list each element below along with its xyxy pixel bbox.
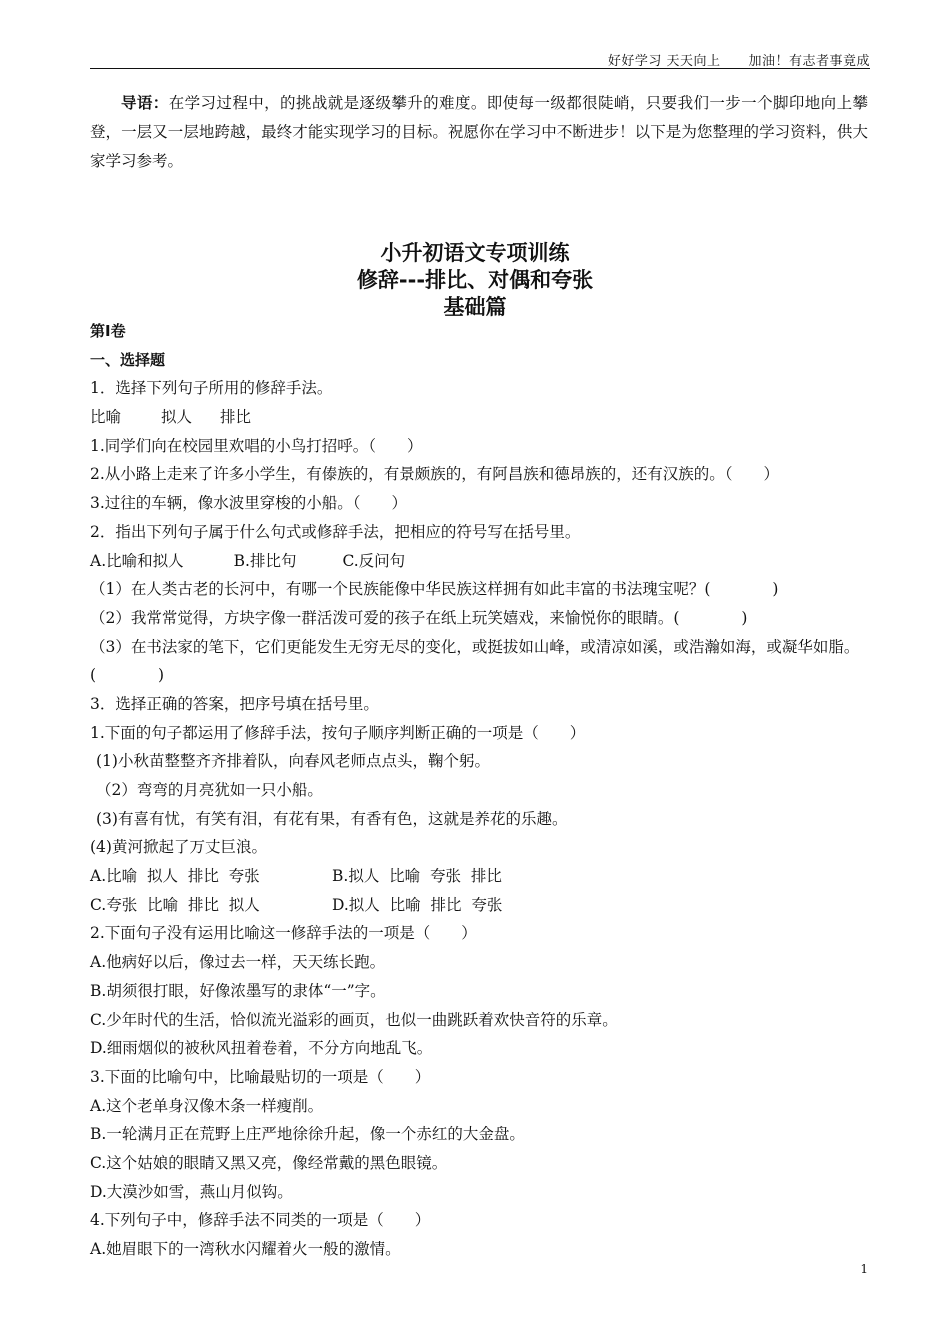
document-title xyxy=(0,240,950,321)
q3-p1-stem: 1.下面的句子都运用了修辞手法，按句子顺序判断正确的一项是（ ） xyxy=(90,723,586,742)
q3-p1-sentence-4: (4)黄河掀起了万丈巨浪。 xyxy=(90,838,267,857)
title-line-1: 小升初语文专项训练 xyxy=(380,241,570,265)
q3-p4-option-a: A.她眉眼下的一湾秋水闪耀着火一般的激情。 xyxy=(90,1240,401,1259)
header-motto-left: 好好学习 天天向上 xyxy=(607,54,721,69)
q3-p1-sentence-2: （2）弯弯的月亮犹如一只小船。 xyxy=(96,781,323,800)
q3-p2-stem: 2.下面句子没有运用比喻这一修辞手法的一项是（ ） xyxy=(90,924,477,943)
q3-p1-option-c: C.夸张 比喻 排比 拟人 xyxy=(90,895,260,914)
page-header xyxy=(608,50,870,69)
q2-option-c: C.反问句 xyxy=(342,551,406,570)
q3-p1-option-a: A.比喻 拟人 排比 夸张 xyxy=(90,867,260,886)
volume-heading: 第Ⅰ卷 xyxy=(90,322,126,340)
q2-option-a: A.比喻和拟人 xyxy=(90,551,184,570)
intro-paragraph xyxy=(90,88,868,176)
document-body xyxy=(90,317,868,1264)
q2-sentence-1: （1）在人类古老的长河中，有哪一个民族能像中华民族这样拥有如此丰富的书法瑰宝呢？( ) xyxy=(90,580,779,599)
q2-sentence-3: （3）在书法家的笔下，它们更能发生无穷无尽的变化，或挺拔如山峰，或清凉如溪，或浩瀚如海，或凝华如脂。( ) xyxy=(90,637,860,685)
q1-option-1: 比喻 xyxy=(90,408,122,427)
intro-text: 在学习过程中，的挑战就是逐级攀升的难度。即使每一级都很陡峭，只要我们一步一个脚印地向上攀登，一层又一层地跨越，最终才能实现学习的目标。祝愿你在学习中不断进步！以下是为您整理的学习资料，供大家学习参考。 xyxy=(90,94,868,170)
q2-option-b: B.排比句 xyxy=(233,551,297,570)
title-line-3: 基础篇 xyxy=(443,295,507,319)
q1-sentence-3: 3.过往的车辆，像水波里穿梭的小船。（ ） xyxy=(90,494,408,513)
q3-p2-option-c: C.少年时代的生活，恰似流光溢彩的画页，也似一曲跳跃着欢快音符的乐章。 xyxy=(90,1010,618,1029)
q3-p2-option-a: A.他病好以后，像过去一样，天天练长跑。 xyxy=(90,953,386,972)
q2-stem: 2．指出下列句子属于什么句式或修辞手法，把相应的符号写在括号里。 xyxy=(90,522,581,541)
intro-label: 导语： xyxy=(121,93,169,112)
header-motto-right: 加油！有志者事竟成 xyxy=(748,54,870,69)
q1-stem: 1．选择下列句子所用的修辞手法。 xyxy=(90,379,333,398)
q3-p3-option-c: C.这个姑娘的眼睛又黑又亮，像经常戴的黑色眼镜。 xyxy=(90,1153,448,1172)
q3-p1-options-ab xyxy=(90,862,868,891)
q3-p3-stem: 3.下面的比喻句中，比喻最贴切的一项是（ ） xyxy=(90,1067,431,1086)
q3-p1-sentence-3: (3)有喜有忧，有笑有泪，有花有果，有香有色，这就是养花的乐趣。 xyxy=(96,809,568,828)
q1-sentence-2: 2.从小路上走来了许多小学生，有傣族的，有景颇族的，有阿昌族和德昂族的，还有汉族的。（ ） xyxy=(90,465,780,484)
q3-p4-stem: 4.下列句子中，修辞手法不同类的一项是（ ） xyxy=(90,1211,431,1230)
q3-p3-option-a: A.这个老单身汉像木条一样瘦削。 xyxy=(90,1096,324,1115)
part-heading: 一、选择题 xyxy=(90,350,166,369)
q1-option-2: 拟人 xyxy=(161,408,193,427)
q3-p2-option-d: D.细雨烟似的被秋风扭着卷着，不分方向地乱飞。 xyxy=(90,1039,433,1058)
q2-options xyxy=(90,547,868,576)
q3-stem: 3．选择正确的答案，把序号填在括号里。 xyxy=(90,694,379,713)
q2-sentence-2: （2）我常常觉得，方块字像一群活泼可爱的孩子在纸上玩笑嬉戏，来愉悦你的眼睛。( ) xyxy=(90,608,748,627)
q3-p3-option-b: B.一轮满月正在荒野上庄严地徐徐升起，像一个赤红的大金盘。 xyxy=(90,1125,525,1144)
q3-p1-option-b: B.拟人 比喻 夸张 排比 xyxy=(332,867,502,886)
q1-option-3: 排比 xyxy=(220,408,252,427)
title-line-2: 修辞---排比、对偶和夸张 xyxy=(356,268,594,292)
header-divider xyxy=(90,68,870,69)
q3-p2-option-b: B.胡须很打眼，好像浓墨写的隶体“一”字。 xyxy=(90,981,386,1000)
page-number: 1 xyxy=(860,1262,868,1276)
q3-p3-option-d: D.大漠沙如雪，燕山月似钩。 xyxy=(90,1182,293,1201)
q3-p1-option-d: D.拟人 比喻 排比 夸张 xyxy=(332,895,503,914)
q3-p1-options-cd xyxy=(90,891,868,920)
q1-sentence-1: 1.同学们向在校园里欢唱的小鸟打招呼。（ ） xyxy=(90,436,423,455)
q3-p1-sentence-1: (1)小秋苗整整齐齐排着队，向春风老师点点头，鞠个躬。 xyxy=(96,752,490,771)
q1-options xyxy=(90,403,868,432)
